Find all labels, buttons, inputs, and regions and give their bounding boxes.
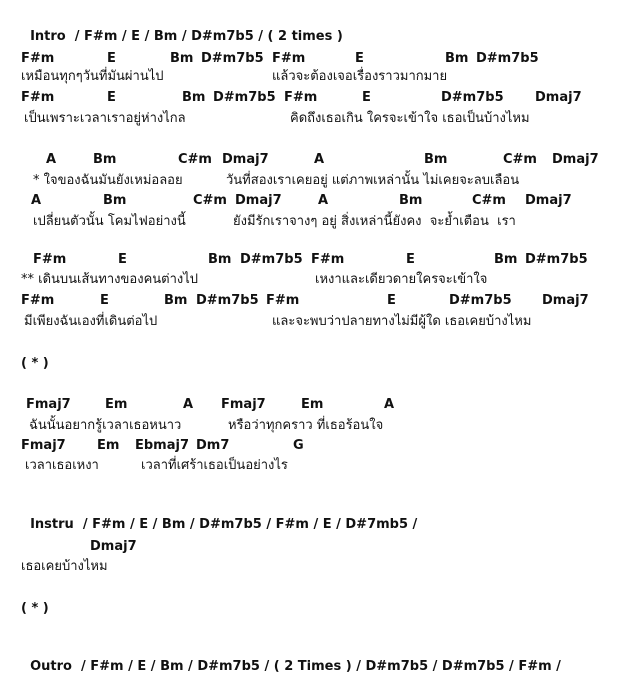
chord-label: D#m7b5: [525, 252, 588, 267]
outro-progression: / F#m / E / Bm / D#m7b5 / ( 2 Times ) / D#m7b5 / D#m7b5 / F#m /: [81, 659, 561, 674]
chord-label: Bm: [164, 293, 188, 308]
chord-label: F#m: [311, 252, 345, 267]
lyric-text: หรือว่าทุกคราว ที่เธอร้อนใจ: [228, 418, 384, 433]
chord-label: F#m: [21, 90, 55, 105]
lyric-text: ** เดินบนเส้นทางของคนต่างไป: [21, 272, 199, 287]
intro-line: [21, 10, 343, 46]
intro-label: Intro: [30, 29, 66, 44]
chord-label: C#m: [178, 152, 212, 167]
instru-progression: / F#m / E / Bm / D#m7b5 / F#m / E / D#7mb5 /: [82, 517, 418, 532]
lyric-text: เป็นเพราะเวลาเราอยู่ห่างไกล: [24, 111, 186, 126]
chord-label: F#m: [21, 51, 55, 66]
lyric-text: แล้วจะต้องเจอเรื่องราวมากมาย: [272, 69, 448, 84]
chord-label: D#m7b5: [201, 51, 264, 66]
repeat-chorus-marker-1: ( * ): [21, 356, 49, 371]
chord-label: Bm: [445, 51, 469, 66]
chord-label: E: [118, 252, 127, 267]
chord-label: A: [31, 193, 42, 208]
chord-label: E: [107, 90, 116, 105]
chord-label: Dmaj7: [542, 293, 589, 308]
chord-label: Dmaj7: [235, 193, 282, 208]
chord-label: D#m7b5: [240, 252, 303, 267]
chord-label: E: [355, 51, 364, 66]
chord-label: F#m: [284, 90, 318, 105]
chord-label: E: [107, 51, 116, 66]
chord-label: Dmaj7: [222, 152, 269, 167]
lyric-text: * ใจของฉันมันยังเหม่อลอย: [33, 173, 183, 188]
chord-label: Dmaj7: [525, 193, 572, 208]
lyric-text: ฉันนั้นอยากรู้เวลาเธอหนาว: [29, 418, 182, 433]
outro-line: [21, 640, 561, 676]
lyric-text: และจะพบว่าปลายทางไม่มีผู้ใด เธอเคยบ้างไหม: [272, 314, 532, 329]
lyric-text: เหงาและเดียวดายใครจะเข้าใจ: [315, 272, 488, 287]
chord-label: Bm: [182, 90, 206, 105]
chord-label: Dmaj7: [90, 539, 137, 554]
chord-label: Em: [97, 438, 120, 453]
chord-label: C#m: [193, 193, 227, 208]
chord-label: Fmaj7: [221, 397, 266, 412]
chord-label: G: [293, 438, 304, 453]
lyric-text: วันที่สองเราเคยอยู่ แต่ภาพเหล่านั้น ไม่เคยจะลบเลือน: [226, 173, 520, 188]
chord-label: D#m7b5: [476, 51, 539, 66]
chord-label: Bm: [424, 152, 448, 167]
lyric-text: เหมือนทุกๆวันที่มันผ่านไป: [21, 69, 164, 84]
chord-label: D#m7b5: [449, 293, 512, 308]
chord-label: Bm: [103, 193, 127, 208]
chord-label: D#m7b5: [213, 90, 276, 105]
chord-label: Bm: [93, 152, 117, 167]
lyric-text: ยังมีรักเราจางๆ อยู่ สิ่งเหล่านี้ยังคง จะย้ำเตือน เรา: [233, 214, 516, 229]
chord-label: Dm7: [196, 438, 230, 453]
instru-line: [21, 498, 417, 534]
outro-label: Outro: [30, 659, 72, 674]
chord-label: Bm: [494, 252, 518, 267]
repeat-chorus-marker-2: ( * ): [21, 601, 49, 616]
chord-label: C#m: [503, 152, 537, 167]
chord-label: A: [314, 152, 325, 167]
lyric-text: เปลี่ยนตัวนั้น โคมไฟอย่างนี้: [33, 214, 186, 229]
chord-label: Fmaj7: [26, 397, 71, 412]
chord-label: A: [384, 397, 395, 412]
chord-label: F#m: [266, 293, 300, 308]
chord-label: E: [406, 252, 415, 267]
chord-label: Bm: [208, 252, 232, 267]
chord-label: F#m: [33, 252, 67, 267]
lyric-text: คิดถึงเธอเกิน ใครจะเข้าใจ เธอเป็นบ้างไหม: [290, 111, 530, 126]
chord-label: C#m: [472, 193, 506, 208]
chord-label: Ebmaj7: [135, 438, 190, 453]
lyric-text: เธอเคยบ้างไหม: [21, 559, 108, 574]
chord-label: A: [318, 193, 329, 208]
chord-label: E: [362, 90, 371, 105]
chord-label: Em: [301, 397, 324, 412]
chord-label: E: [100, 293, 109, 308]
chord-label: A: [46, 152, 57, 167]
intro-progression: / F#m / E / Bm / D#m7b5 / ( 2 times ): [74, 29, 343, 44]
chord-label: Dmaj7: [535, 90, 582, 105]
chord-label: D#m7b5: [441, 90, 504, 105]
lyric-text: มีเพียงฉันเองที่เดินต่อไป: [24, 314, 158, 329]
chord-label: Dmaj7: [552, 152, 599, 167]
chord-label: D#m7b5: [196, 293, 259, 308]
chord-label: F#m: [272, 51, 306, 66]
lyric-text: เวลาเธอเหงา: [25, 458, 99, 473]
chord-label: Bm: [170, 51, 194, 66]
chord-label: Bm: [399, 193, 423, 208]
instru-label: Instru: [30, 517, 74, 532]
lyric-text: เวลาที่เศร้าเธอเป็นอย่างไร: [141, 458, 288, 473]
chord-label: E: [387, 293, 396, 308]
chord-label: F#m: [21, 293, 55, 308]
chord-label: Em: [105, 397, 128, 412]
chord-label: A: [183, 397, 194, 412]
chord-label: Fmaj7: [21, 438, 66, 453]
